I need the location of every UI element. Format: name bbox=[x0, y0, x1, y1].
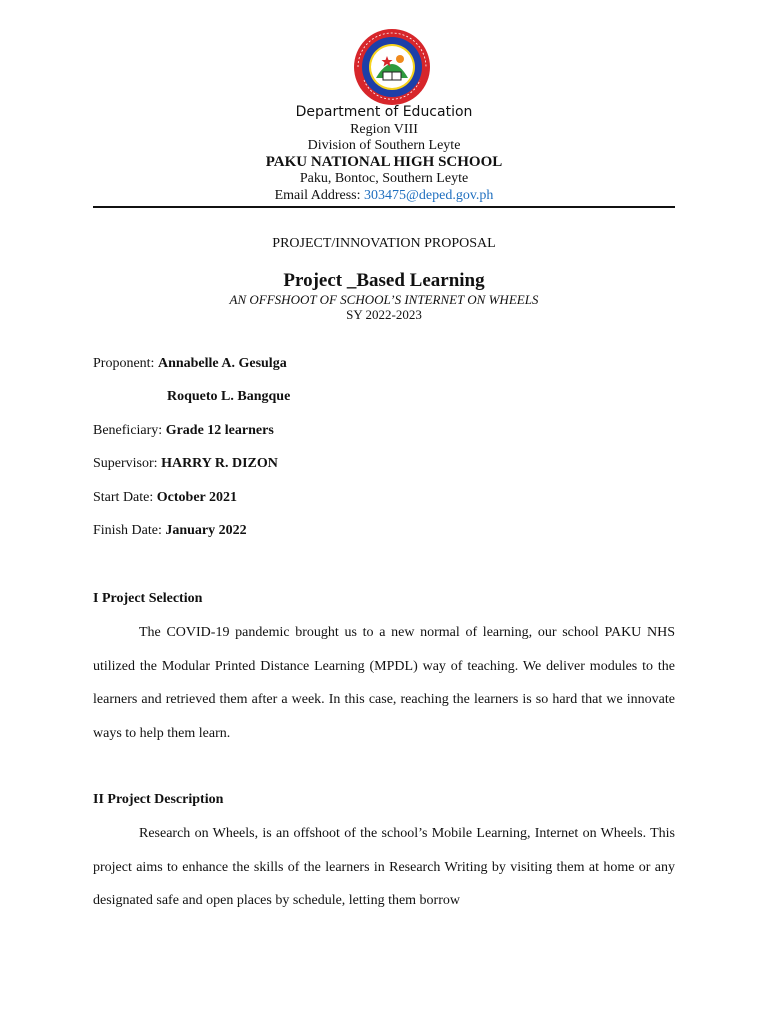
finish-date-label: Finish Date: bbox=[93, 523, 166, 538]
email-link[interactable]: 303475@deped.gov.ph bbox=[364, 188, 494, 203]
proposal-subtitle: AN OFFSHOOT OF SCHOOL’S INTERNET ON WHEELS bbox=[229, 292, 539, 307]
proposal-label: PROJECT/INNOVATION PROPOSAL bbox=[272, 236, 496, 251]
supervisor-line bbox=[93, 456, 278, 472]
beneficiary-label: Beneficiary: bbox=[93, 423, 166, 438]
email-label: Email Address: bbox=[274, 188, 364, 203]
supervisor-label: Supervisor: bbox=[93, 456, 162, 471]
email-line bbox=[0, 188, 768, 204]
section-heading-description: II Project Description bbox=[93, 792, 224, 807]
school-year: SY 2022-2023 bbox=[346, 307, 422, 322]
division-name: Division of Southern Leyte bbox=[307, 138, 461, 153]
section-text-selection: The COVID-19 pandemic brought us to a new normal of learning, our school PAKU NHS utilized the Modular Printed Distance Learning (MPDL) way of teaching. We deliver modules to the learners and retrieved them after a week. In this case, reaching the learners is so hard that we innovate ways to help them learn. bbox=[93, 625, 675, 741]
section-heading-selection: I Project Selection bbox=[93, 591, 203, 606]
proponent-name-2: Roqueto L. Bangque bbox=[167, 389, 291, 404]
proponent-line bbox=[93, 356, 287, 372]
proponent-line-2 bbox=[167, 389, 290, 405]
start-date-line bbox=[93, 490, 237, 506]
proponent-name-1: Annabelle A. Gesulga bbox=[157, 356, 287, 371]
school-address: Paku, Bontoc, Southern Leyte bbox=[299, 171, 469, 186]
finish-date-value: January 2022 bbox=[165, 523, 247, 538]
start-date-label: Start Date: bbox=[93, 490, 157, 505]
section-text-description: Research on Wheels, is an offshoot of the school’s Mobile Learning, Internet on Wheels. This project aims to enhance the skills of the learners in Research Writing by visiting them at home or any designated safe and open places by schedule, letting them borrow bbox=[93, 826, 675, 908]
finish-date-line bbox=[93, 523, 247, 539]
school-name: PAKU NATIONAL HIGH SCHOOL bbox=[265, 154, 503, 170]
supervisor-value: HARRY R. DIZON bbox=[161, 456, 278, 471]
header-divider bbox=[93, 206, 675, 208]
region-name: Region VIII bbox=[350, 122, 418, 137]
beneficiary-value: Grade 12 learners bbox=[165, 423, 274, 438]
beneficiary-line bbox=[93, 423, 274, 439]
proponent-label: Proponent: bbox=[93, 356, 158, 371]
department-name: Department of Education bbox=[295, 104, 473, 120]
start-date-value: October 2021 bbox=[156, 490, 237, 505]
proposal-title: Project _Based Learning bbox=[283, 270, 485, 291]
school-seal-logo bbox=[350, 28, 434, 106]
